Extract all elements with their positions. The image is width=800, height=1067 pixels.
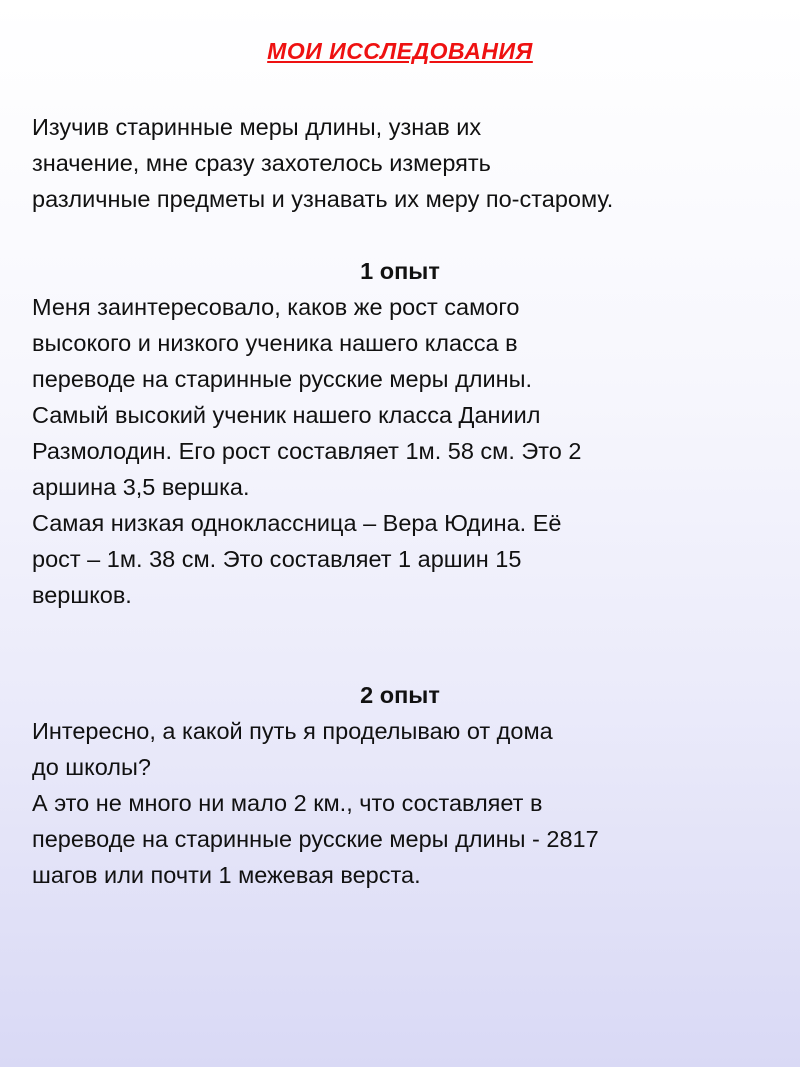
experiment-2-heading: 2 опыт (360, 682, 440, 708)
experiment-2-body: Интересно, а какой путь я проделываю от дома до школы? А это не много ни мало 2 км., что составляет в переводе на старинные русские меры длины - 2817 шагов или почти 1 межевая верста. (32, 718, 599, 888)
slide-title: МОИ ИССЛЕДОВАНИЯ (267, 38, 533, 64)
experiment-1-heading: 1 опыт (360, 258, 440, 284)
intro-paragraph: Изучив старинные меры длины, узнав их значение, мне сразу захотелось измерять различные предметы и узнавать их меру по-старому. (32, 114, 614, 212)
experiment-1-body: Меня заинтересовало, каков же рост самого высокого и низкого ученика нашего класса в переводе на старинные русские меры длины. Самый высокий ученик нашего класса Даниил Размолодин. Его рост составляет 1м. 58 см. Это 2 аршина 3,5 вершка. Самая низкая одноклассница – Вера Юдина. Её рост – 1м. 38 см. Это составляет 1 аршин 15 вершков. (32, 294, 582, 608)
